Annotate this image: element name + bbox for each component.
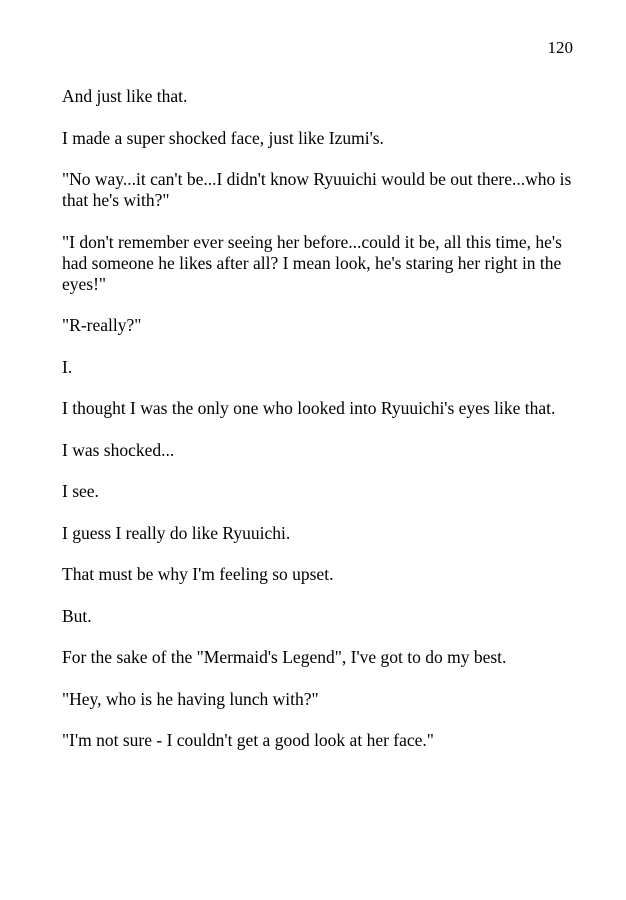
body-text	[62, 86, 582, 772]
paragraph: And just like that.	[62, 86, 188, 106]
paragraph: I.	[62, 356, 73, 377]
paragraph: "I don't remember ever seeing her before...could it be, all this time, he's had someone he likes after all? I mean look, he's staring her right in the eyes!"	[62, 231, 562, 294]
page-number: 120	[547, 38, 573, 57]
paragraph: "R-really?"	[62, 315, 142, 335]
paragraph: "No way...it can't be...I didn't know Ryuuichi would be out there...who is that he's with?"	[62, 169, 572, 210]
paragraph: I guess I really do like Ryuuichi.	[62, 522, 291, 543]
paragraph: I was shocked...	[62, 439, 175, 460]
paragraph: But.	[62, 605, 92, 626]
paragraph: "Hey, who is he having lunch with?"	[62, 688, 319, 709]
paragraph: I thought I was the only one who looked into Ryuuichi's eyes like that.	[62, 398, 556, 418]
paragraph: "I'm not sure - I couldn't get a good look at her face."	[62, 730, 434, 750]
paragraph: For the sake of the "Mermaid's Legend", I've got to do my best.	[62, 647, 507, 667]
paragraph: I made a super shocked face, just like Izumi's.	[62, 127, 384, 148]
paragraph: I see.	[62, 481, 99, 501]
paragraph: That must be why I'm feeling so upset.	[62, 564, 334, 584]
